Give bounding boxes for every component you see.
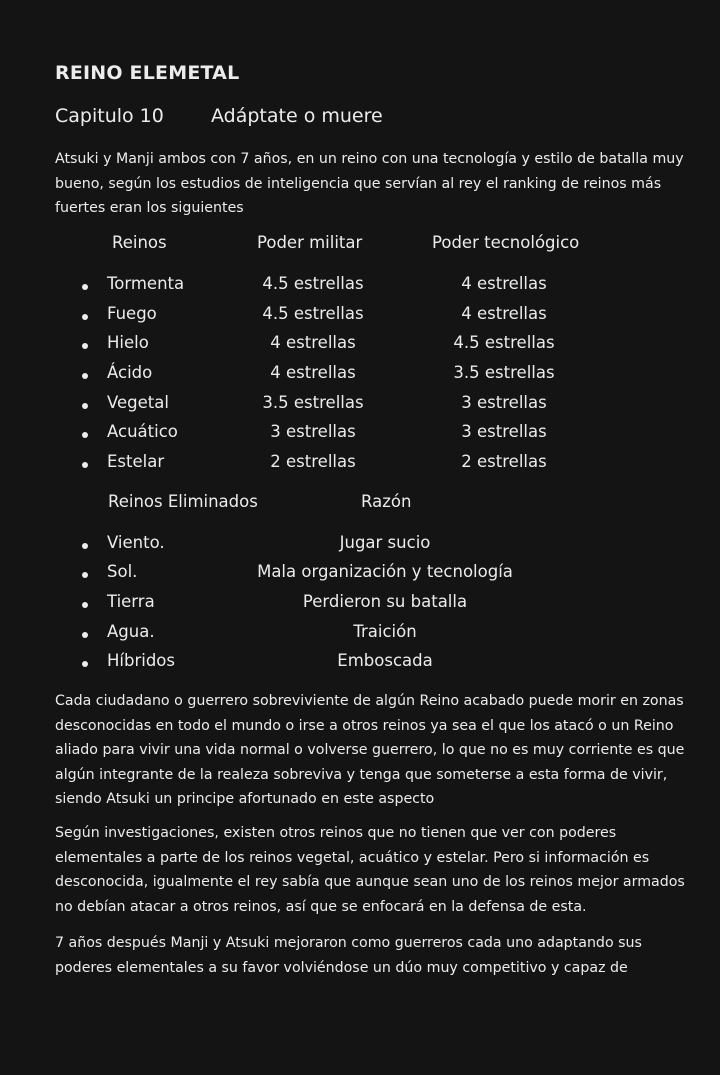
eliminated-reino: Agua.: [107, 622, 155, 641]
bullet-icon: [82, 632, 88, 638]
body-paragraph: 7 años después Manji y Atsuki mejoraron como guerreros cada uno adaptando sus poderes elementales a su favor volviéndose un dúo muy competitivo y capaz de: [55, 935, 642, 976]
ranking-row: [55, 452, 695, 482]
ranking-header-militar: Poder militar: [257, 233, 363, 252]
chapter-number: Capitulo 10: [55, 105, 164, 127]
bullet-icon: [82, 543, 88, 549]
ranking-militar: 4.5 estrellas: [262, 304, 364, 323]
ranking-tecnologico: 4.5 estrellas: [453, 333, 555, 352]
ranking-militar: 4.5 estrellas: [262, 274, 364, 293]
eliminated-row: [55, 592, 695, 622]
eliminated-razon: Emboscada: [337, 651, 433, 670]
chapter-name: Adáptate o muere: [211, 105, 383, 127]
ranking-row: [55, 333, 695, 363]
eliminated-razon: Mala organización y tecnología: [257, 562, 513, 581]
ranking-row: [55, 274, 695, 304]
ranking-reino: Acuático: [107, 422, 178, 441]
eliminated-reino: Híbridos: [107, 651, 175, 670]
ranking-tecnologico: 3 estrellas: [461, 393, 547, 412]
ranking-row: [55, 393, 695, 423]
bullet-icon: [82, 661, 88, 667]
eliminated-row: [55, 533, 695, 563]
eliminated-reino: Tierra: [107, 592, 155, 611]
ranking-militar: 3 estrellas: [270, 422, 356, 441]
eliminated-row: [55, 622, 695, 652]
bullet-icon: [82, 602, 88, 608]
bullet-icon: [82, 314, 88, 320]
eliminated-header-reinos: Reinos Eliminados: [108, 492, 258, 511]
ranking-reino: Vegetal: [107, 393, 169, 412]
eliminated-reino: Viento.: [107, 533, 165, 552]
body-paragraph: Cada ciudadano o guerrero sobreviviente de algún Reino acabado puede morir en zonas desconocidas en todo el mundo o irse a otros reinos ya sea el que los atacó o un Reino aliado para vivir una vida normal o volverse guerrero, lo que no es muy corriente es que algún integrante de la realeza sobreviva y tenga que someterse a esta forma de vivir, siendo Atsuki un principe afortunado en este aspecto: [55, 693, 685, 807]
ranking-row: [55, 422, 695, 452]
eliminated-razon: Perdieron su batalla: [302, 592, 468, 611]
bullet-icon: [82, 432, 88, 438]
ranking-militar: 4 estrellas: [270, 333, 356, 352]
eliminated-razon: Traición: [353, 622, 417, 641]
bullet-icon: [82, 462, 88, 468]
eliminated-header-razon: Razón: [361, 492, 412, 511]
ranking-militar: 2 estrellas: [270, 452, 356, 471]
body-paragraph: Según investigaciones, existen otros reinos que no tienen que ver con poderes elementales a parte de los reinos vegetal, acuático y estelar. Pero si información es desconocida, igualmente el rey sabía que aunque sean uno de los reinos mejor armados no debían atacar a otros reinos, así que se enfocará en la defensa de esta.: [55, 825, 685, 915]
ranking-reino: Hielo: [107, 333, 149, 352]
bullet-icon: [82, 284, 88, 290]
ranking-tecnologico: 2 estrellas: [461, 452, 547, 471]
eliminated-razon: Jugar sucio: [339, 533, 431, 552]
eliminated-reino: Sol.: [107, 562, 138, 581]
ranking-row: [55, 363, 695, 393]
ranking-militar: 3.5 estrellas: [262, 393, 364, 412]
ranking-row: [55, 304, 695, 334]
bullet-icon: [82, 373, 88, 379]
ranking-header-tecnologico: Poder tecnológico: [432, 233, 580, 252]
eliminated-row: [55, 651, 695, 681]
ranking-militar: 4 estrellas: [270, 363, 356, 382]
ranking-tecnologico: 4 estrellas: [461, 274, 547, 293]
ranking-tecnologico: 3 estrellas: [461, 422, 547, 441]
document-title: REINO ELEMETAL: [55, 62, 240, 84]
ranking-tecnologico: 3.5 estrellas: [453, 363, 555, 382]
ranking-header-reinos: Reinos: [112, 233, 167, 252]
chapter-heading: [55, 105, 383, 127]
intro-paragraph: Atsuki y Manji ambos con 7 años, en un reino con una tecnología y estilo de batalla muy bueno, según los estudios de inteligencia que servían al rey el ranking de reinos más fuertes eran los siguientes: [55, 151, 684, 216]
bullet-icon: [82, 572, 88, 578]
ranking-reino: Tormenta: [107, 274, 185, 293]
ranking-reino: Estelar: [107, 452, 165, 471]
bullet-icon: [82, 403, 88, 409]
ranking-reino: Fuego: [107, 304, 157, 323]
bullet-icon: [82, 343, 88, 349]
ranking-reino: Ácido: [107, 363, 153, 382]
eliminated-row: [55, 562, 695, 592]
ranking-tecnologico: 4 estrellas: [461, 304, 547, 323]
